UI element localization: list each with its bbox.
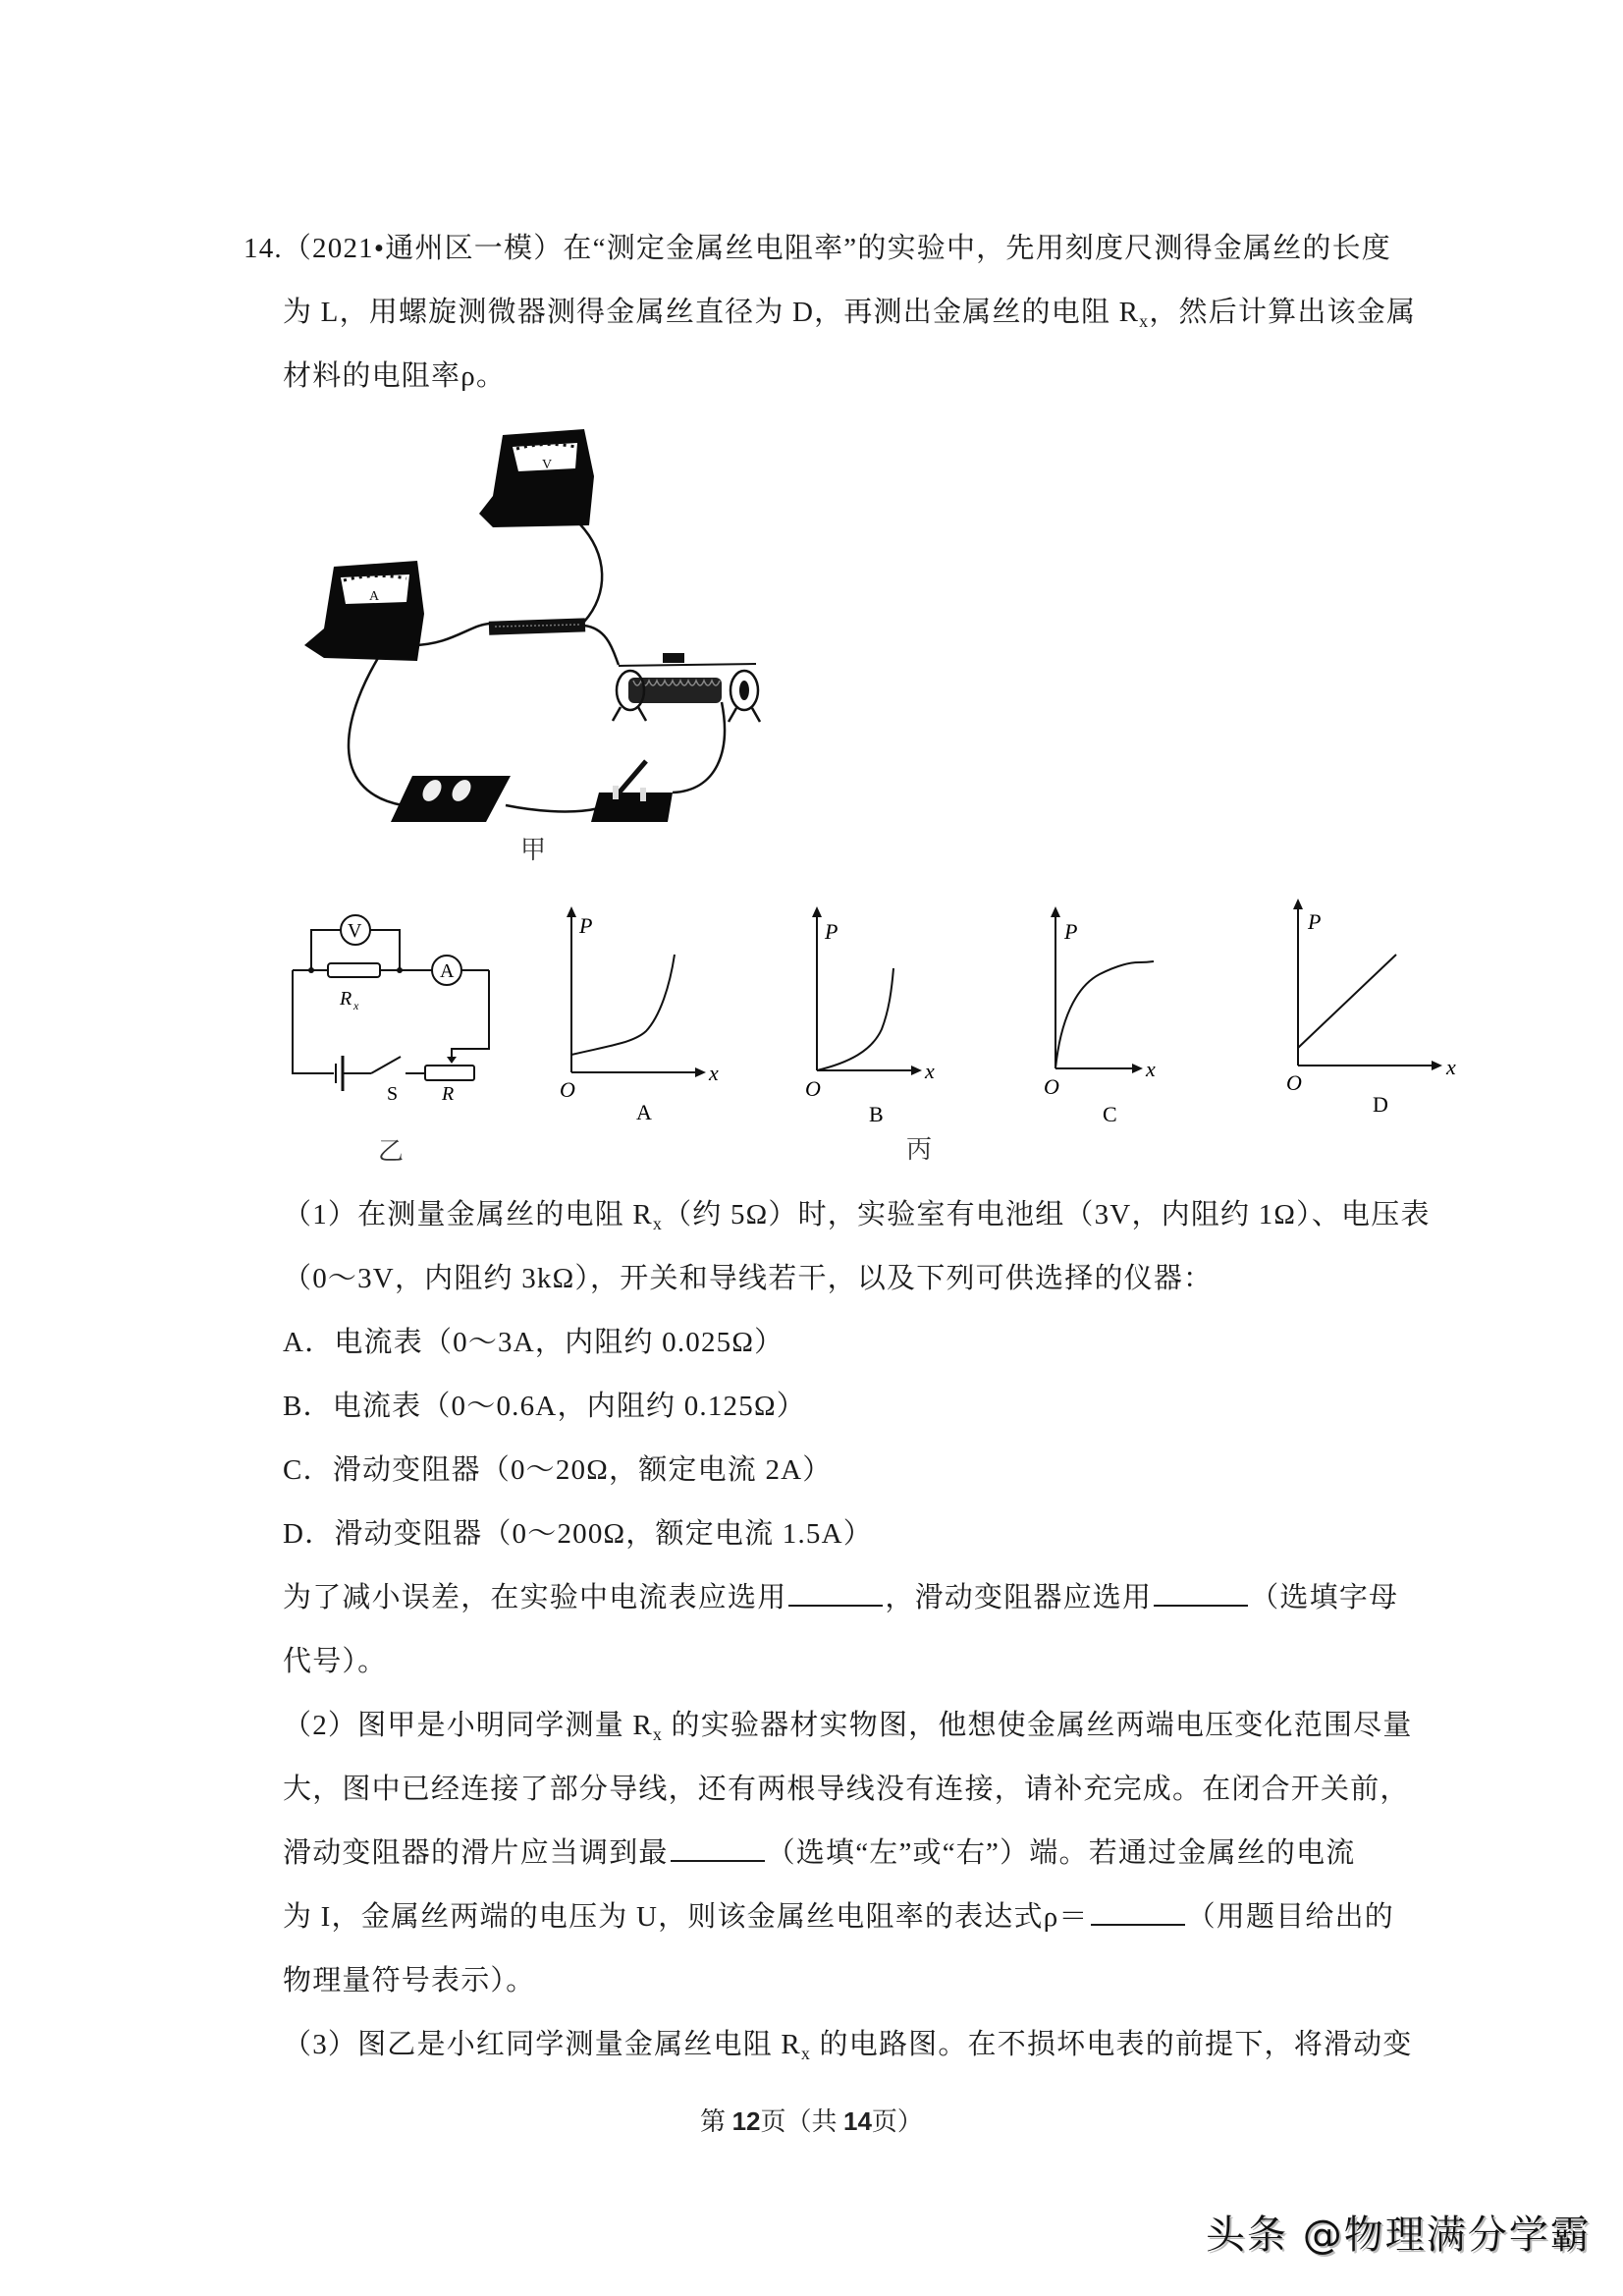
figure-yi-circuit bbox=[285, 911, 511, 1108]
graph-b bbox=[795, 903, 992, 1129]
part2-line-5: 物理量符号表示）。 bbox=[283, 1965, 536, 1996]
answer-blank-slider-end[interactable] bbox=[671, 1838, 765, 1862]
option-d: D．滑动变阻器（0～200Ω，额定电流 1.5A） bbox=[283, 1518, 873, 1550]
svg-text:R: R bbox=[340, 988, 352, 1010]
question-number: 14. bbox=[243, 233, 283, 264]
battery-box bbox=[391, 776, 511, 822]
svg-text:x: x bbox=[1146, 1057, 1156, 1081]
svg-text:A: A bbox=[440, 960, 455, 982]
svg-text:O: O bbox=[1044, 1074, 1059, 1099]
svg-text:D: D bbox=[1373, 1092, 1388, 1117]
switch-device bbox=[591, 761, 673, 822]
option-a: A．电流表（0～3A，内阻约 0.025Ω） bbox=[283, 1327, 784, 1358]
svg-text:R: R bbox=[442, 1083, 455, 1105]
svg-text:P: P bbox=[579, 913, 593, 938]
part1-question-line-2: 代号）。 bbox=[283, 1646, 388, 1677]
answer-blank-rheostat[interactable] bbox=[1154, 1583, 1248, 1607]
part2-line-4: 为 I，金属丝两端的电压为 U，则该金属丝电阻率的表达式ρ＝ （用题目给出的 bbox=[283, 1901, 1394, 1933]
part2-line-1: （2）图甲是小明同学测量 $R_x$ 的实验器材实物图，他想使金属丝两端电压变化范围尽量 bbox=[283, 1710, 1413, 1744]
graph-c bbox=[1041, 903, 1237, 1129]
part3-line-1: （3）图乙是小红同学测量金属丝电阻 $R_x$ 的电路图。在不损坏电表的前提下，将滑动变 bbox=[283, 2029, 1413, 2063]
svg-text:x: x bbox=[353, 999, 359, 1012]
svg-text:V: V bbox=[348, 920, 362, 942]
watermark: 头条 @物理满分学霸 bbox=[1206, 2213, 1592, 2258]
svg-text:O: O bbox=[1286, 1070, 1302, 1095]
figure-jia-apparatus bbox=[285, 417, 795, 849]
figure-jia-caption: 甲 bbox=[520, 836, 547, 865]
svg-text:C: C bbox=[1103, 1102, 1117, 1126]
svg-text:P: P bbox=[1308, 909, 1322, 934]
figure-yi-caption: 乙 bbox=[378, 1137, 405, 1167]
graph-a bbox=[550, 903, 746, 1129]
graph-d bbox=[1286, 894, 1483, 1120]
svg-text:x: x bbox=[925, 1059, 935, 1083]
option-c: C．滑动变阻器（0～20Ω，额定电流 2A） bbox=[283, 1454, 833, 1486]
question-line-3: 材料的电阻率ρ。 bbox=[283, 360, 507, 392]
svg-text:P: P bbox=[1064, 919, 1078, 944]
svg-text:V: V bbox=[542, 458, 553, 472]
svg-text:S: S bbox=[387, 1083, 399, 1105]
voltmeter-device bbox=[479, 429, 594, 527]
svg-text:x: x bbox=[709, 1061, 719, 1085]
part1-question-line: 为了减小误差，在实验中电流表应选用 ，滑动变阻器应选用 （选填字母 bbox=[283, 1582, 1399, 1613]
svg-text:O: O bbox=[805, 1076, 821, 1101]
current-page: 12 bbox=[731, 2106, 761, 2136]
svg-text:x: x bbox=[1446, 1055, 1456, 1079]
question-line-1: 14.（2021•通州区一模）在“测定金属丝电阻率”的实验中，先用刻度尺测得金属丝的长度 bbox=[243, 233, 1391, 264]
svg-text:O: O bbox=[560, 1077, 575, 1102]
rheostat-device bbox=[613, 653, 760, 722]
question-line-2: 为 L，用螺旋测微器测得金属丝直径为 D，再测出金属丝的电阻 $R_x$，然后计算出该金属 bbox=[283, 297, 1417, 331]
page-footer: 第 12页（共 14页） bbox=[700, 2106, 923, 2136]
part1-line-1: （1）在测量金属丝的电阻 $R_x$（约 5Ω）时，实验室有电池组（3V，内阻约 1Ω）、电压表 bbox=[283, 1199, 1431, 1233]
svg-text:A: A bbox=[636, 1100, 652, 1124]
ammeter-device bbox=[304, 561, 424, 661]
part1-line-2: （0～3V，内阻约 3kΩ），开关和导线若干，以及下列可供选择的仪器： bbox=[283, 1263, 1214, 1294]
svg-text:B: B bbox=[869, 1102, 884, 1126]
answer-blank-ammeter[interactable] bbox=[788, 1583, 883, 1607]
question-source: （2021•通州区一模） bbox=[282, 233, 564, 264]
total-pages: 14 bbox=[843, 2106, 872, 2136]
figure-bing-caption: 丙 bbox=[906, 1135, 933, 1165]
svg-text:A: A bbox=[369, 589, 380, 604]
part2-line-2: 大，图中已经连接了部分导线，还有两根导线没有连接，请补充完成。在闭合开关前， bbox=[283, 1774, 1410, 1805]
part2-line-3: 滑动变阻器的滑片应当调到最 （选填“左”或“右”）端。若通过金属丝的电流 bbox=[283, 1837, 1356, 1869]
answer-blank-resistivity[interactable] bbox=[1091, 1902, 1185, 1926]
option-b: B．电流表（0～0.6A，内阻约 0.125Ω） bbox=[283, 1391, 806, 1422]
svg-text:P: P bbox=[825, 919, 839, 944]
